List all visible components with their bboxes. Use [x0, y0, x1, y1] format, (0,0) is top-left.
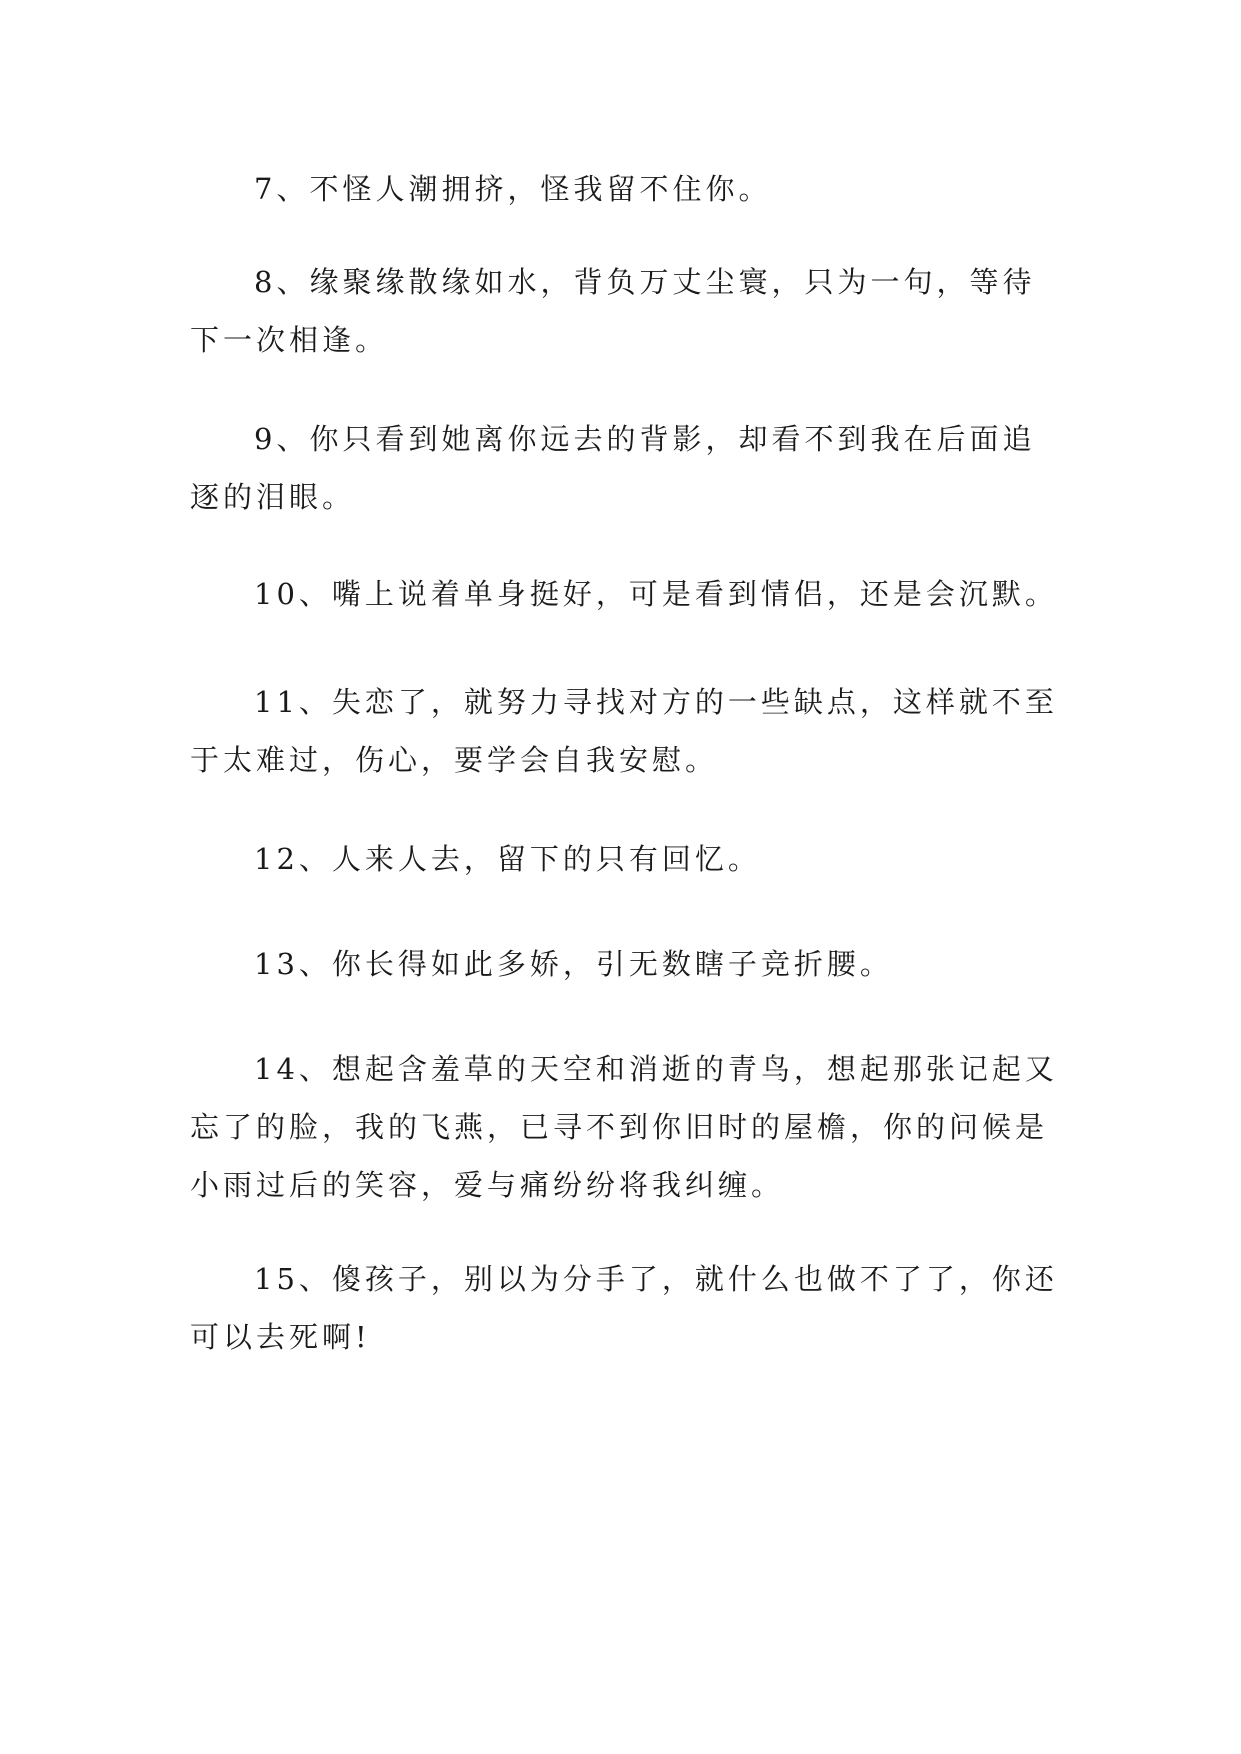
paragraph-line: 小雨过后的笑容，爱与痛纷纷将我纠缠。: [190, 1168, 785, 1202]
paragraph-8: [190, 253, 1050, 369]
paragraph-line: 14、想起含羞草的天空和消逝的青鸟，想起那张记起又: [254, 1052, 1058, 1086]
paragraph-line: 10、嘴上说着单身挺好，可是看到情侣，还是会沉默。: [254, 577, 1058, 611]
paragraph-line: 下一次相逢。: [190, 323, 389, 357]
paragraph-14: [190, 1040, 1058, 1214]
paragraph-13: [190, 935, 1050, 993]
paragraph-line: 13、你长得如此多娇，引无数瞎子竞折腰。: [254, 947, 893, 981]
paragraph-line: 8、缘聚缘散缘如水，背负万丈尘寰，只为一句，等待: [254, 265, 1036, 299]
paragraph-15: [190, 1250, 1058, 1366]
paragraph-line: 逐的泪眼。: [190, 480, 356, 514]
paragraph-line: 9、你只看到她离你远去的背影，却看不到我在后面追: [254, 422, 1036, 456]
paragraph-12: [190, 830, 1050, 888]
paragraph-9: [190, 410, 1050, 526]
paragraph-line: 15、傻孩子，别以为分手了，就什么也做不了了，你还: [254, 1262, 1058, 1296]
paragraph-line: 忘了的脸，我的飞燕，已寻不到你旧时的屋檐，你的问候是: [190, 1110, 1049, 1144]
paragraph-line: 11、失恋了，就努力寻找对方的一些缺点，这样就不至: [254, 685, 1058, 719]
paragraph-line: 于太难过，伤心，要学会自我安慰。: [190, 743, 719, 777]
paragraph-10: [190, 565, 1058, 623]
paragraph-7: [190, 160, 1050, 218]
paragraph-11: [190, 673, 1058, 789]
paragraph-line: 可以去死啊!: [190, 1320, 371, 1354]
paragraph-line: 7、不怪人潮拥挤，怪我留不住你。: [254, 172, 772, 206]
paragraph-line: 12、人来人去，留下的只有回忆。: [254, 842, 761, 876]
